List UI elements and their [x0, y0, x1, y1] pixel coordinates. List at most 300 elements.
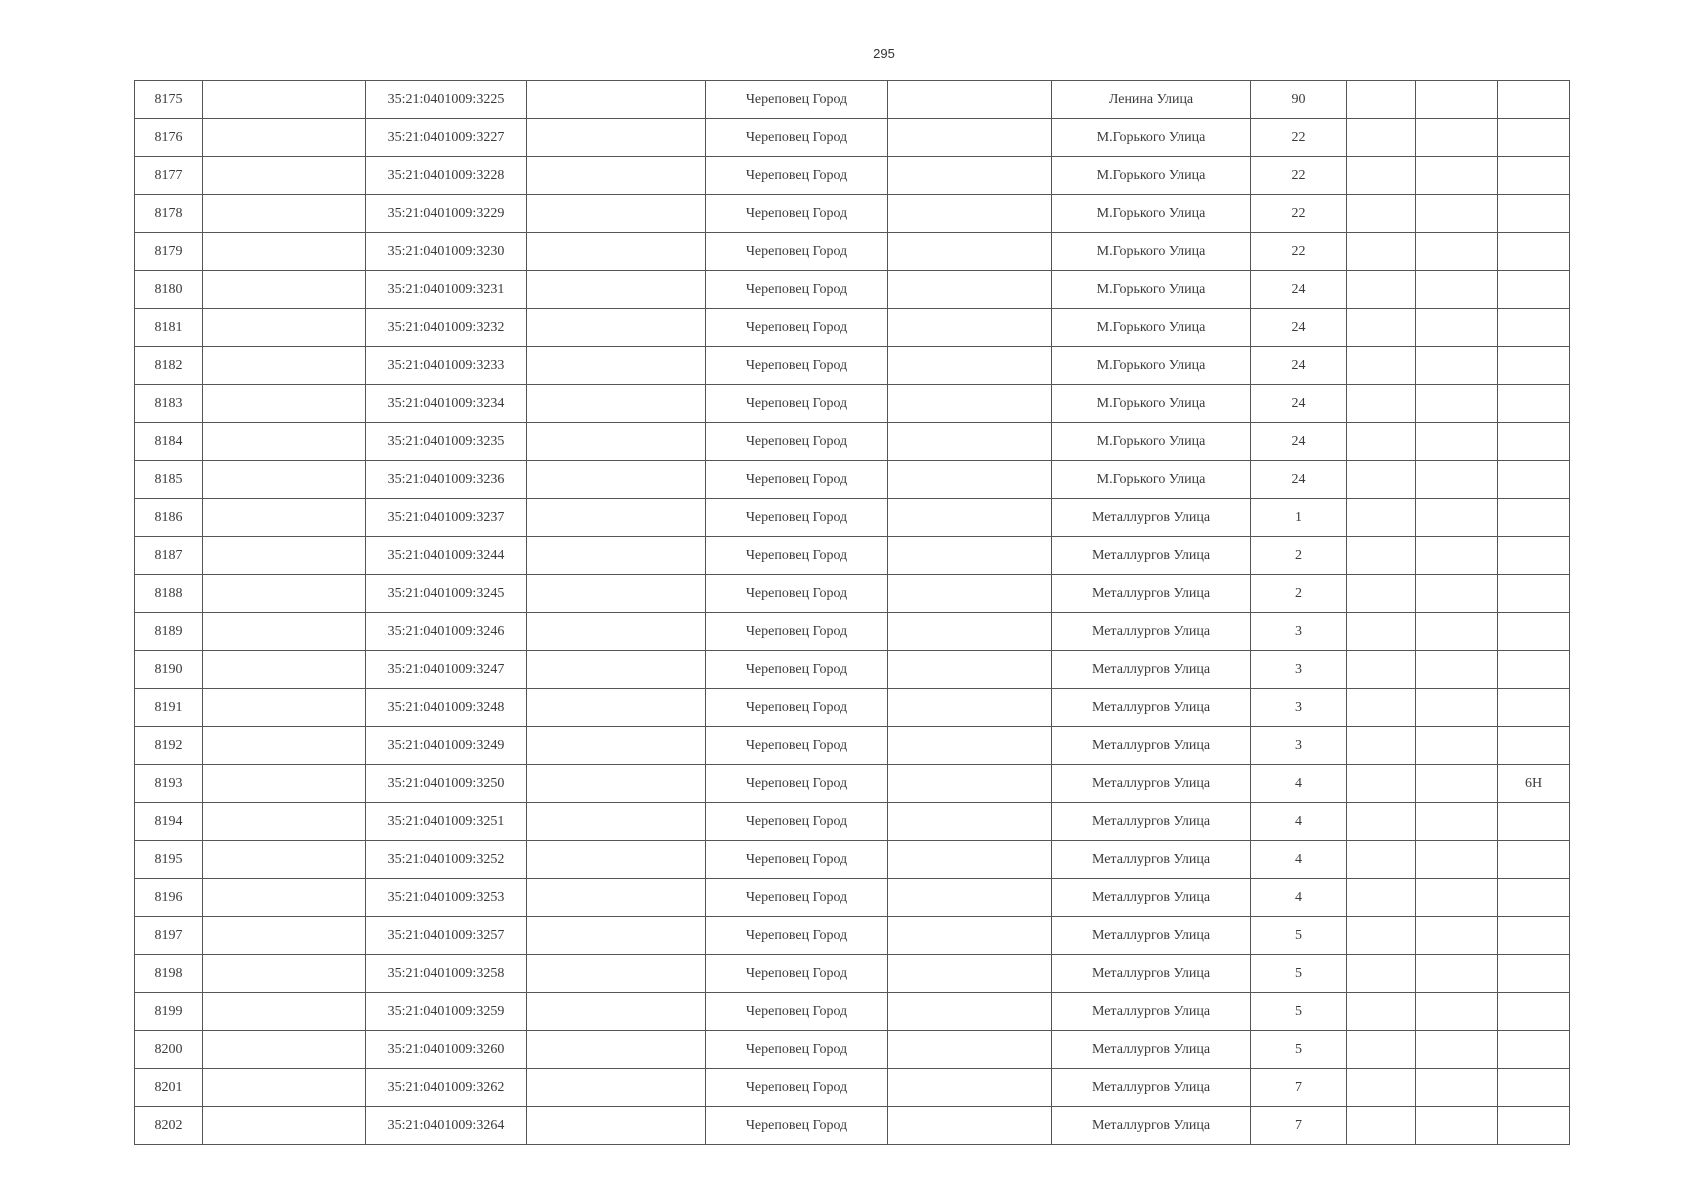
empty-cell — [1416, 727, 1498, 765]
empty-cell — [527, 613, 706, 651]
empty-cell — [1416, 841, 1498, 879]
row-number-cell: 8175 — [135, 81, 203, 119]
empty-cell — [888, 499, 1052, 537]
apartment-cell — [1498, 689, 1570, 727]
empty-cell — [1347, 195, 1416, 233]
empty-cell — [1416, 309, 1498, 347]
empty-cell — [1416, 689, 1498, 727]
empty-cell — [527, 993, 706, 1031]
house-number-cell: 5 — [1251, 917, 1347, 955]
cadastral-number-cell: 35:21:0401009:3237 — [366, 499, 527, 537]
street-cell: М.Горького Улица — [1052, 309, 1251, 347]
row-number-cell: 8201 — [135, 1069, 203, 1107]
empty-cell — [527, 423, 706, 461]
street-cell: Металлургов Улица — [1052, 727, 1251, 765]
cadastral-number-cell: 35:21:0401009:3229 — [366, 195, 527, 233]
street-cell: Металлургов Улица — [1052, 993, 1251, 1031]
empty-cell — [527, 1069, 706, 1107]
empty-cell — [527, 157, 706, 195]
empty-cell — [888, 651, 1052, 689]
table-row — [135, 727, 1570, 765]
empty-cell — [203, 879, 366, 917]
apartment-cell — [1498, 195, 1570, 233]
table-row — [135, 1069, 1570, 1107]
empty-cell — [203, 1107, 366, 1145]
street-cell: Металлургов Улица — [1052, 1069, 1251, 1107]
house-number-cell: 5 — [1251, 1031, 1347, 1069]
empty-cell — [888, 233, 1052, 271]
empty-cell — [527, 575, 706, 613]
row-number-cell: 8199 — [135, 993, 203, 1031]
empty-cell — [888, 993, 1052, 1031]
empty-cell — [527, 309, 706, 347]
house-number-cell: 5 — [1251, 993, 1347, 1031]
empty-cell — [888, 575, 1052, 613]
locality-cell: Череповец Город — [706, 879, 888, 917]
empty-cell — [888, 765, 1052, 803]
empty-cell — [1416, 385, 1498, 423]
empty-cell — [527, 955, 706, 993]
apartment-cell — [1498, 1107, 1570, 1145]
cadastral-number-cell: 35:21:0401009:3250 — [366, 765, 527, 803]
empty-cell — [888, 689, 1052, 727]
cadastral-number-cell: 35:21:0401009:3262 — [366, 1069, 527, 1107]
empty-cell — [527, 461, 706, 499]
locality-cell: Череповец Город — [706, 271, 888, 309]
row-number-cell: 8177 — [135, 157, 203, 195]
street-cell: Металлургов Улица — [1052, 917, 1251, 955]
house-number-cell: 22 — [1251, 233, 1347, 271]
locality-cell: Череповец Город — [706, 841, 888, 879]
locality-cell: Череповец Город — [706, 157, 888, 195]
locality-cell: Череповец Город — [706, 993, 888, 1031]
empty-cell — [1416, 993, 1498, 1031]
empty-cell — [203, 575, 366, 613]
house-number-cell: 22 — [1251, 195, 1347, 233]
empty-cell — [203, 157, 366, 195]
empty-cell — [1347, 499, 1416, 537]
apartment-cell — [1498, 727, 1570, 765]
table-row — [135, 955, 1570, 993]
empty-cell — [1347, 841, 1416, 879]
apartment-cell — [1498, 993, 1570, 1031]
locality-cell: Череповец Город — [706, 1069, 888, 1107]
street-cell: М.Горького Улица — [1052, 461, 1251, 499]
empty-cell — [1347, 119, 1416, 157]
apartment-cell — [1498, 537, 1570, 575]
row-number-cell: 8190 — [135, 651, 203, 689]
empty-cell — [527, 271, 706, 309]
empty-cell — [888, 803, 1052, 841]
cadastral-number-cell: 35:21:0401009:3228 — [366, 157, 527, 195]
apartment-cell — [1498, 803, 1570, 841]
locality-cell: Череповец Город — [706, 765, 888, 803]
locality-cell: Череповец Город — [706, 347, 888, 385]
empty-cell — [888, 1031, 1052, 1069]
empty-cell — [1416, 423, 1498, 461]
empty-cell — [888, 347, 1052, 385]
row-number-cell: 8178 — [135, 195, 203, 233]
apartment-cell — [1498, 955, 1570, 993]
empty-cell — [1347, 993, 1416, 1031]
cadastral-number-cell: 35:21:0401009:3231 — [366, 271, 527, 309]
empty-cell — [527, 727, 706, 765]
locality-cell: Череповец Город — [706, 309, 888, 347]
row-number-cell: 8187 — [135, 537, 203, 575]
table-row — [135, 119, 1570, 157]
street-cell: М.Горького Улица — [1052, 157, 1251, 195]
cadastral-number-cell: 35:21:0401009:3235 — [366, 423, 527, 461]
empty-cell — [1347, 81, 1416, 119]
apartment-cell — [1498, 157, 1570, 195]
empty-cell — [1347, 917, 1416, 955]
locality-cell: Череповец Город — [706, 955, 888, 993]
empty-cell — [1347, 423, 1416, 461]
empty-cell — [1416, 119, 1498, 157]
empty-cell — [1347, 651, 1416, 689]
table-row — [135, 879, 1570, 917]
house-number-cell: 22 — [1251, 157, 1347, 195]
empty-cell — [527, 1107, 706, 1145]
page-number: 295 — [873, 46, 895, 61]
house-number-cell: 2 — [1251, 537, 1347, 575]
empty-cell — [1416, 461, 1498, 499]
cadastral-number-cell: 35:21:0401009:3227 — [366, 119, 527, 157]
cadastral-number-cell: 35:21:0401009:3247 — [366, 651, 527, 689]
row-number-cell: 8189 — [135, 613, 203, 651]
locality-cell: Череповец Город — [706, 423, 888, 461]
empty-cell — [1416, 1107, 1498, 1145]
table-row — [135, 537, 1570, 575]
house-number-cell: 5 — [1251, 955, 1347, 993]
house-number-cell: 24 — [1251, 423, 1347, 461]
empty-cell — [888, 1069, 1052, 1107]
empty-cell — [527, 119, 706, 157]
table-row — [135, 195, 1570, 233]
empty-cell — [1416, 917, 1498, 955]
empty-cell — [203, 1031, 366, 1069]
locality-cell: Череповец Город — [706, 119, 888, 157]
empty-cell — [1416, 195, 1498, 233]
table-row — [135, 803, 1570, 841]
empty-cell — [888, 537, 1052, 575]
table-row — [135, 347, 1570, 385]
empty-cell — [203, 841, 366, 879]
cadastral-number-cell: 35:21:0401009:3230 — [366, 233, 527, 271]
empty-cell — [1416, 575, 1498, 613]
locality-cell: Череповец Город — [706, 727, 888, 765]
apartment-cell — [1498, 575, 1570, 613]
registry-table — [134, 80, 1570, 1145]
empty-cell — [1347, 879, 1416, 917]
empty-cell — [888, 613, 1052, 651]
row-number-cell: 8185 — [135, 461, 203, 499]
empty-cell — [203, 81, 366, 119]
house-number-cell: 24 — [1251, 271, 1347, 309]
empty-cell — [1416, 651, 1498, 689]
empty-cell — [527, 651, 706, 689]
empty-cell — [1416, 803, 1498, 841]
empty-cell — [527, 803, 706, 841]
house-number-cell: 2 — [1251, 575, 1347, 613]
apartment-cell — [1498, 499, 1570, 537]
apartment-cell — [1498, 613, 1570, 651]
cadastral-number-cell: 35:21:0401009:3245 — [366, 575, 527, 613]
row-number-cell: 8176 — [135, 119, 203, 157]
row-number-cell: 8193 — [135, 765, 203, 803]
cadastral-number-cell: 35:21:0401009:3244 — [366, 537, 527, 575]
empty-cell — [203, 499, 366, 537]
street-cell: Ленина Улица — [1052, 81, 1251, 119]
empty-cell — [888, 423, 1052, 461]
empty-cell — [203, 233, 366, 271]
cadastral-number-cell: 35:21:0401009:3248 — [366, 689, 527, 727]
empty-cell — [1416, 613, 1498, 651]
street-cell: М.Горького Улица — [1052, 347, 1251, 385]
locality-cell: Череповец Город — [706, 689, 888, 727]
apartment-cell — [1498, 1069, 1570, 1107]
apartment-cell — [1498, 879, 1570, 917]
empty-cell — [1416, 1031, 1498, 1069]
empty-cell — [888, 309, 1052, 347]
empty-cell — [1416, 499, 1498, 537]
empty-cell — [203, 917, 366, 955]
empty-cell — [203, 119, 366, 157]
empty-cell — [203, 537, 366, 575]
empty-cell — [203, 347, 366, 385]
cadastral-number-cell: 35:21:0401009:3246 — [366, 613, 527, 651]
empty-cell — [527, 347, 706, 385]
locality-cell: Череповец Город — [706, 385, 888, 423]
empty-cell — [1416, 233, 1498, 271]
empty-cell — [203, 651, 366, 689]
empty-cell — [1347, 613, 1416, 651]
locality-cell: Череповец Город — [706, 1107, 888, 1145]
apartment-cell: 6Н — [1498, 765, 1570, 803]
street-cell: Металлургов Улица — [1052, 689, 1251, 727]
empty-cell — [203, 765, 366, 803]
table-row — [135, 917, 1570, 955]
table-row — [135, 1107, 1570, 1145]
house-number-cell: 4 — [1251, 879, 1347, 917]
empty-cell — [527, 917, 706, 955]
empty-cell — [1416, 1069, 1498, 1107]
cadastral-number-cell: 35:21:0401009:3257 — [366, 917, 527, 955]
empty-cell — [203, 309, 366, 347]
empty-cell — [1416, 765, 1498, 803]
locality-cell: Череповец Город — [706, 803, 888, 841]
table-row — [135, 499, 1570, 537]
empty-cell — [203, 993, 366, 1031]
empty-cell — [527, 841, 706, 879]
row-number-cell: 8196 — [135, 879, 203, 917]
empty-cell — [203, 955, 366, 993]
apartment-cell — [1498, 309, 1570, 347]
row-number-cell: 8183 — [135, 385, 203, 423]
street-cell: Металлургов Улица — [1052, 841, 1251, 879]
empty-cell — [203, 803, 366, 841]
cadastral-number-cell: 35:21:0401009:3259 — [366, 993, 527, 1031]
house-number-cell: 7 — [1251, 1069, 1347, 1107]
street-cell: Металлургов Улица — [1052, 1107, 1251, 1145]
empty-cell — [888, 1107, 1052, 1145]
apartment-cell — [1498, 233, 1570, 271]
empty-cell — [1347, 803, 1416, 841]
apartment-cell — [1498, 841, 1570, 879]
table-row — [135, 575, 1570, 613]
locality-cell: Череповец Город — [706, 917, 888, 955]
empty-cell — [1347, 271, 1416, 309]
empty-cell — [888, 841, 1052, 879]
row-number-cell: 8200 — [135, 1031, 203, 1069]
street-cell: М.Горького Улица — [1052, 423, 1251, 461]
empty-cell — [1347, 347, 1416, 385]
street-cell: М.Горького Улица — [1052, 385, 1251, 423]
row-number-cell: 8188 — [135, 575, 203, 613]
row-number-cell: 8194 — [135, 803, 203, 841]
row-number-cell: 8202 — [135, 1107, 203, 1145]
locality-cell: Череповец Город — [706, 1031, 888, 1069]
locality-cell: Череповец Город — [706, 461, 888, 499]
empty-cell — [527, 765, 706, 803]
apartment-cell — [1498, 385, 1570, 423]
empty-cell — [1347, 765, 1416, 803]
apartment-cell — [1498, 271, 1570, 309]
empty-cell — [888, 157, 1052, 195]
cadastral-number-cell: 35:21:0401009:3251 — [366, 803, 527, 841]
empty-cell — [1347, 1107, 1416, 1145]
empty-cell — [1347, 727, 1416, 765]
street-cell: Металлургов Улица — [1052, 499, 1251, 537]
street-cell: Металлургов Улица — [1052, 803, 1251, 841]
empty-cell — [1416, 879, 1498, 917]
empty-cell — [1416, 271, 1498, 309]
empty-cell — [1347, 309, 1416, 347]
locality-cell: Череповец Город — [706, 651, 888, 689]
table-row — [135, 841, 1570, 879]
cadastral-number-cell: 35:21:0401009:3232 — [366, 309, 527, 347]
row-number-cell: 8180 — [135, 271, 203, 309]
empty-cell — [1347, 385, 1416, 423]
house-number-cell: 3 — [1251, 651, 1347, 689]
empty-cell — [888, 81, 1052, 119]
house-number-cell: 24 — [1251, 347, 1347, 385]
empty-cell — [203, 385, 366, 423]
locality-cell: Череповец Город — [706, 81, 888, 119]
apartment-cell — [1498, 81, 1570, 119]
empty-cell — [527, 879, 706, 917]
empty-cell — [1416, 537, 1498, 575]
empty-cell — [527, 385, 706, 423]
street-cell: Металлургов Улица — [1052, 537, 1251, 575]
empty-cell — [888, 195, 1052, 233]
empty-cell — [1347, 955, 1416, 993]
street-cell: М.Горького Улица — [1052, 195, 1251, 233]
empty-cell — [888, 461, 1052, 499]
empty-cell — [1416, 81, 1498, 119]
empty-cell — [203, 727, 366, 765]
empty-cell — [1416, 347, 1498, 385]
table-row — [135, 81, 1570, 119]
house-number-cell: 3 — [1251, 689, 1347, 727]
empty-cell — [203, 461, 366, 499]
empty-cell — [888, 727, 1052, 765]
street-cell: Металлургов Улица — [1052, 651, 1251, 689]
house-number-cell: 4 — [1251, 803, 1347, 841]
empty-cell — [203, 271, 366, 309]
empty-cell — [1347, 233, 1416, 271]
house-number-cell: 7 — [1251, 1107, 1347, 1145]
apartment-cell — [1498, 119, 1570, 157]
cadastral-number-cell: 35:21:0401009:3264 — [366, 1107, 527, 1145]
row-number-cell: 8184 — [135, 423, 203, 461]
house-number-cell: 3 — [1251, 613, 1347, 651]
house-number-cell: 24 — [1251, 309, 1347, 347]
street-cell: Металлургов Улица — [1052, 765, 1251, 803]
house-number-cell: 24 — [1251, 461, 1347, 499]
row-number-cell: 8195 — [135, 841, 203, 879]
row-number-cell: 8192 — [135, 727, 203, 765]
empty-cell — [203, 613, 366, 651]
empty-cell — [203, 423, 366, 461]
empty-cell — [527, 537, 706, 575]
house-number-cell: 4 — [1251, 765, 1347, 803]
apartment-cell — [1498, 461, 1570, 499]
empty-cell — [527, 81, 706, 119]
empty-cell — [888, 879, 1052, 917]
street-cell: Металлургов Улица — [1052, 955, 1251, 993]
street-cell: М.Горького Улица — [1052, 119, 1251, 157]
table-row — [135, 765, 1570, 803]
empty-cell — [888, 119, 1052, 157]
empty-cell — [1347, 537, 1416, 575]
cadastral-number-cell: 35:21:0401009:3233 — [366, 347, 527, 385]
house-number-cell: 90 — [1251, 81, 1347, 119]
row-number-cell: 8179 — [135, 233, 203, 271]
cadastral-number-cell: 35:21:0401009:3252 — [366, 841, 527, 879]
empty-cell — [527, 689, 706, 727]
table-row — [135, 423, 1570, 461]
locality-cell: Череповец Город — [706, 233, 888, 271]
locality-cell: Череповец Город — [706, 499, 888, 537]
table-row — [135, 689, 1570, 727]
cadastral-number-cell: 35:21:0401009:3253 — [366, 879, 527, 917]
cadastral-number-cell: 35:21:0401009:3236 — [366, 461, 527, 499]
empty-cell — [1416, 955, 1498, 993]
street-cell: Металлургов Улица — [1052, 575, 1251, 613]
cadastral-number-cell: 35:21:0401009:3234 — [366, 385, 527, 423]
empty-cell — [527, 195, 706, 233]
apartment-cell — [1498, 651, 1570, 689]
empty-cell — [1347, 1031, 1416, 1069]
table-row — [135, 233, 1570, 271]
empty-cell — [527, 499, 706, 537]
empty-cell — [527, 1031, 706, 1069]
cadastral-number-cell: 35:21:0401009:3258 — [366, 955, 527, 993]
empty-cell — [1347, 575, 1416, 613]
empty-cell — [1347, 157, 1416, 195]
street-cell: Металлургов Улица — [1052, 613, 1251, 651]
empty-cell — [203, 195, 366, 233]
empty-cell — [888, 385, 1052, 423]
table-body — [135, 81, 1570, 1145]
cadastral-number-cell: 35:21:0401009:3249 — [366, 727, 527, 765]
locality-cell: Череповец Город — [706, 613, 888, 651]
empty-cell — [1347, 1069, 1416, 1107]
house-number-cell: 22 — [1251, 119, 1347, 157]
row-number-cell: 8197 — [135, 917, 203, 955]
house-number-cell: 3 — [1251, 727, 1347, 765]
